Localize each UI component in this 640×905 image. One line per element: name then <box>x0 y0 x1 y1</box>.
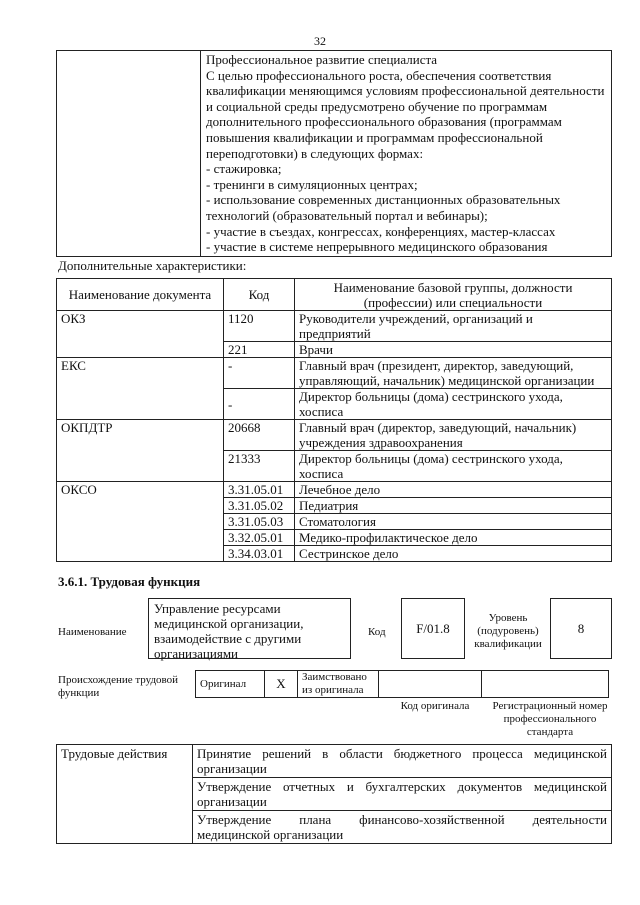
doc-okz: ОКЗ <box>57 311 224 358</box>
reg-number-label: Регистрационный номер профессионального стандарта <box>492 700 608 738</box>
level-label: Уровень (подуровень) квалификации <box>474 612 542 650</box>
text-line: и социальной среды предусмотрено обучение по программам <box>206 98 548 114</box>
header-name: Наименование базовой группы, должности (профессии) или специальности <box>295 279 612 311</box>
text-line: повышения квалификации и программам профессиональной <box>206 129 543 145</box>
code-cell: 3.31.05.01 <box>224 482 295 498</box>
function-code-box <box>401 598 465 659</box>
borrowed-label: Заимствовано из оригинала <box>298 671 379 698</box>
doc-okpdtr: ОКПДТР <box>57 420 224 482</box>
code-cell: 1120 <box>224 311 295 342</box>
name-cell: Врачи <box>295 342 612 358</box>
code-cell: 21333 <box>224 451 295 482</box>
labor-action-item: Утверждение плана финансово-хозяйственной деятельности медицинской организации <box>193 811 612 844</box>
labor-actions-table <box>56 744 612 844</box>
code-cell: 3.32.05.01 <box>224 530 295 546</box>
page-number: 32 <box>314 34 326 48</box>
function-level-box <box>550 598 612 659</box>
text-line: переподготовки) в следующих формах: <box>206 145 424 161</box>
text-line: квалификации меняющимся условиям профессиональной деятельности <box>206 83 605 99</box>
code-cell: 3.31.05.03 <box>224 514 295 530</box>
labor-action-item: Утверждение отчетных и бухгалтерских документов медицинской организации <box>193 778 612 811</box>
code-cell: 3.31.05.02 <box>224 498 295 514</box>
doc-okso: ОКСО <box>57 482 224 562</box>
labor-action-item: Принятие решений в области бюджетного процесса медицинской организации <box>193 745 612 778</box>
code-cell: - <box>224 389 295 420</box>
text-line: дополнительного профессионального образования (программам <box>206 114 562 130</box>
text-line: - использование современных дистанционных образовательных <box>206 192 561 208</box>
name-cell: Руководители учреждений, организаций и предприятий <box>295 311 612 342</box>
labor-actions-label: Трудовые действия <box>57 745 193 844</box>
name-label: Наименование <box>58 626 127 638</box>
professional-development-table <box>56 50 612 257</box>
text-line: Профессиональное развитие специалиста <box>206 52 438 67</box>
original-mark: X <box>265 671 298 698</box>
additional-characteristics-title: Дополнительные характеристики: <box>58 258 247 273</box>
labor-function-title: 3.6.1. Трудовая функция <box>58 574 201 589</box>
name-cell: Директор больницы (дома) сестринского ухода, хосписа <box>295 389 612 420</box>
additional-characteristics-table <box>56 278 612 562</box>
professional-development-cell <box>201 51 612 257</box>
name-cell: Лечебное дело <box>295 482 612 498</box>
name-cell: Сестринское дело <box>295 546 612 562</box>
code-cell: 20668 <box>224 420 295 451</box>
doc-eks: ЕКС <box>57 358 224 420</box>
text-line: технологий (образовательный портал и вебинары); <box>206 207 488 223</box>
header-doc: Наименование документа <box>57 279 224 311</box>
code-label: Код <box>368 626 386 638</box>
function-name-box: Управление ресурсами медицинской организации, взаимодействие с другими организациями <box>148 598 351 659</box>
name-cell: Стоматология <box>295 514 612 530</box>
reg-number-cell <box>482 671 609 698</box>
name-cell: Педиатрия <box>295 498 612 514</box>
original-label: Оригинал <box>196 671 265 698</box>
function-level-value: 8 <box>577 620 585 636</box>
text-line: - участие в системе непрерывного медицинского образования <box>206 239 548 255</box>
empty-cell <box>57 51 201 257</box>
code-cell: 3.34.03.01 <box>224 546 295 562</box>
text-line: С целью профессионального роста, обеспечения соответствия <box>206 67 552 83</box>
origin-table <box>195 670 609 698</box>
code-cell: 221 <box>224 342 295 358</box>
name-cell: Директор больницы (дома) сестринского ухода, хосписа <box>295 451 612 482</box>
code-cell: - <box>224 358 295 389</box>
code-original-label: Код оригинала <box>400 700 470 712</box>
text-line: - участие в съездах, конгрессах, конференциях, мастер-классах <box>206 223 556 239</box>
function-code-value: F/01.8 <box>416 620 450 636</box>
name-cell: Главный врач (президент, директор, заведующий, управляющий, начальник) медицинской организации <box>295 358 612 389</box>
name-cell: Медико-профилактическое дело <box>295 530 612 546</box>
origin-label: Происхождение трудовой функции <box>58 674 179 699</box>
text-line: - стажировка; <box>206 161 282 177</box>
code-original-cell <box>379 671 482 698</box>
text-line: - тренинги в симуляционных центрах; <box>206 176 418 192</box>
header-code: Код <box>224 279 295 311</box>
name-cell: Главный врач (директор, заведующий, начальник) учреждения здравоохранения <box>295 420 612 451</box>
